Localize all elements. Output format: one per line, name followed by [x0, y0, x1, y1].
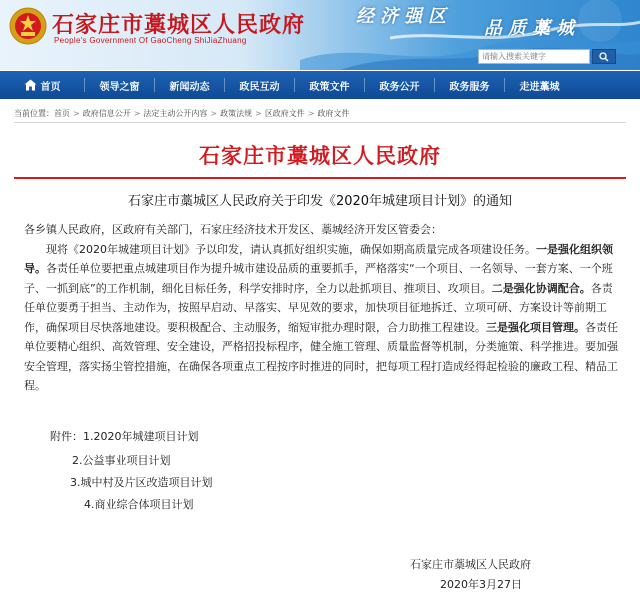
document-date: 2020年3月27日: [440, 578, 522, 591]
nav-policy[interactable]: 政策文件: [309, 81, 350, 93]
breadcrumb: [14, 106, 626, 120]
search-icon: [599, 52, 609, 62]
breadcrumb-separator: >: [73, 108, 80, 118]
header-banner: [0, 0, 640, 70]
site-subtitle: People's Government Of GaoCheng ShiJiaZhuang: [54, 36, 247, 45]
search-input[interactable]: [479, 50, 589, 63]
body-text: 现将《2020年城建项目计划》予以印发，请认真抓好组织实施，确保如期高质量完成各项建设任务。: [46, 242, 536, 256]
nav-label: 首页: [40, 81, 61, 93]
attachment-item: 4.商业综合体项目计划: [84, 498, 194, 511]
nav-interaction[interactable]: 政民互动: [239, 81, 280, 93]
attachment-item: 2.公益事业项目计划: [72, 454, 171, 467]
red-header-rule: [14, 177, 626, 179]
body-text: 各责任单位要把重点城建项目作为提升城市建设品质的重要抓手，严格落实“一个项目、一名领导、一套方案、一个班子、一抓到底”的工作机制，细化目标任务，科学安排时序，全力以赴抓项目、推项目、攻项目。: [24, 262, 613, 295]
breadcrumb-separator: >: [307, 108, 315, 118]
home-icon: [24, 79, 37, 91]
nav-news[interactable]: 新闻动态: [169, 81, 210, 93]
breadcrumb-item[interactable]: 区政府文件: [264, 108, 305, 118]
national-emblem-icon: [8, 6, 48, 46]
breadcrumb-item[interactable]: 首页: [54, 108, 70, 118]
search-box[interactable]: [478, 49, 590, 64]
nav-services[interactable]: 政务服务: [449, 81, 490, 93]
body-text: 各责任单位要精心组织、高效管理、安全建设，严格招投标程序，健全施工管理、质量监督等机制，分类施策、科学推进。要加强安全管理，落实扬尘管控措施，在确保各项重点工程按序时推进的同时，把每项工程打造成经得起检验的廉政工程、精品工程。: [24, 320, 618, 392]
body-emphasis: 二是强化协调配合。: [491, 281, 591, 295]
salutation: 各乡镇人民政府，区政府有关部门，石家庄经济技术开发区、藁城经济开发区管委会：: [24, 223, 442, 236]
search-button[interactable]: [592, 49, 616, 64]
breadcrumb-separator: >: [133, 108, 141, 118]
body-paragraph: [24, 240, 620, 396]
site-title: 石家庄市藁城区人民政府: [52, 12, 306, 38]
breadcrumb-divider: [14, 122, 626, 123]
document-signature: 石家庄市藁城区人民政府: [410, 558, 531, 571]
body-text: 各责任单位要勇于担当、主动作为，按照早启动、早落实、早见效的要求，加快项目征地拆迁、立项可研、方案设计等前期工作，确保项目尽快落地建设。要积极配合、主动服务，缩短审批办理时限，合力助推工程建设。: [24, 281, 613, 334]
document-title: 石家庄市藁城区人民政府关于印发《2020年城建项目计划》的通知: [127, 194, 513, 209]
main-nav: [0, 71, 640, 99]
nav-gov-affairs[interactable]: 政务公开: [379, 81, 420, 93]
body-emphasis: 三是强化项目管理。: [486, 320, 585, 334]
slogan-quality: 品质藁城: [484, 18, 580, 39]
article-body: [24, 220, 620, 396]
breadcrumb-item[interactable]: 政府信息公开: [82, 108, 131, 118]
breadcrumb-prefix: 当前位置：: [14, 108, 54, 118]
body-emphasis: 一是强化组织领导。: [24, 242, 613, 275]
slogan-economy: 经济强区: [356, 6, 452, 27]
nav-leadership[interactable]: 领导之窗: [99, 81, 140, 93]
attachment-item: 3.城中村及片区改造项目计划: [70, 476, 213, 489]
breadcrumb-item[interactable]: 政府文件: [317, 108, 350, 118]
nav-about-gaocheng[interactable]: 走进藁城: [519, 81, 560, 93]
breadcrumb-separator: >: [210, 108, 218, 118]
breadcrumb-item[interactable]: 政策法规: [220, 108, 253, 118]
breadcrumb-separator: >: [255, 108, 262, 118]
breadcrumb-item[interactable]: 法定主动公开内容: [143, 108, 208, 118]
attachment-item: 附件：1.2020年城建项目计划: [50, 430, 199, 443]
nav-home[interactable]: [0, 71, 84, 99]
document-issuer-heading: 石家庄市藁城区人民政府: [199, 143, 441, 168]
